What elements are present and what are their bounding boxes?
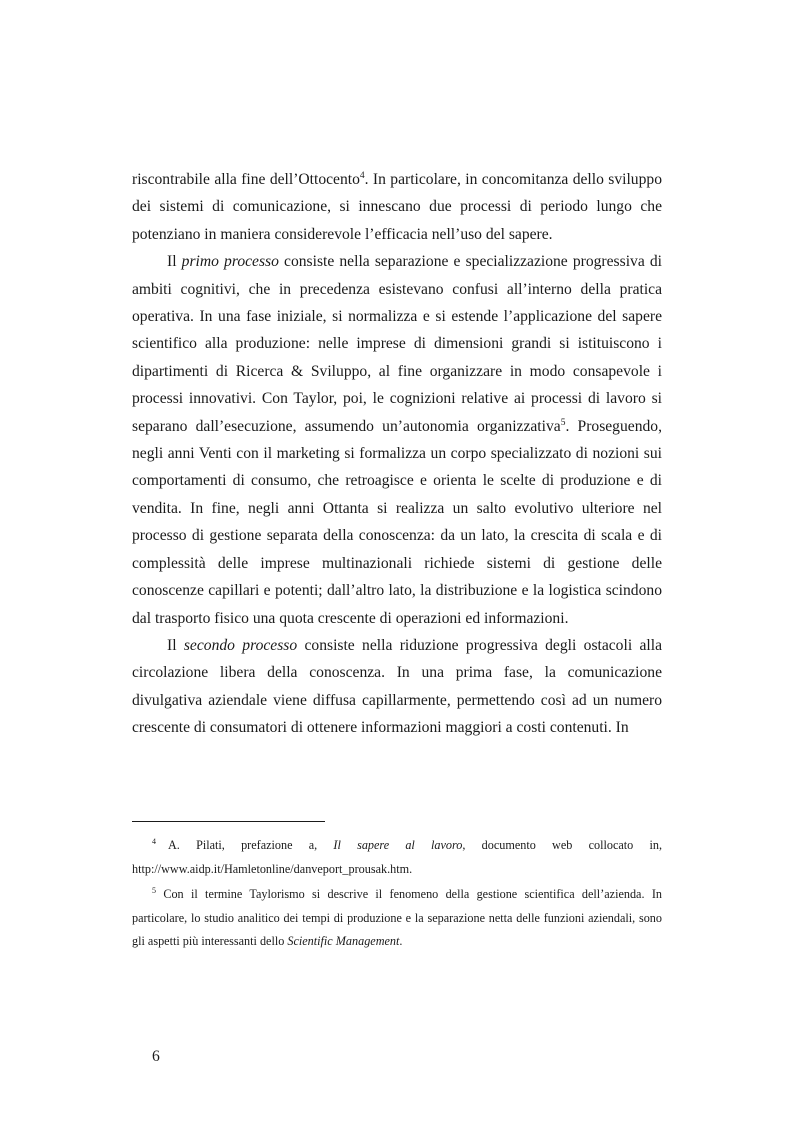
page-number: 6 [152, 1048, 160, 1065]
paragraph-2-text-a: Il [167, 253, 182, 271]
paragraph-2-emphasis: primo processo [181, 253, 279, 271]
paragraph-2-text-c: . Proseguendo, negli anni Venti con il marketing si formalizza un corpo specializzato di nozioni sui comportamenti di consumo, che retroagisce e orienta le scelte di produzione e di vendita. In fine, negli anni Ottanta si realizza un salto evolutivo ulteriore nel processo di gestione separata della conoscenza: da un lato, la crescita di scala e di complessità delle imprese multinazionali richiede sistemi di gestione delle conoscenze capillari e potenti; dall’altro lato, la distribuzione e la logistica scindono dal trasporto fisico una quota crescente di operazioni ed informazioni. [132, 417, 662, 627]
footnote-5-emphasis: Scientific Management [287, 934, 400, 948]
paragraph-3-emphasis: secondo processo [183, 636, 298, 654]
paragraph-3 [132, 632, 662, 742]
footnote-4-text-a: A. Pilati, prefazione a, [168, 838, 334, 852]
footnote-separator [132, 821, 325, 822]
footnote-4 [132, 834, 662, 881]
paragraph-1-text-a: riscontrabile alla fine dell’Ottocento [132, 171, 360, 188]
footnote-4-text-b: , documento web collocato in, http://www.aidp.it/Hamletonline/danveport_prousak.htm. [132, 838, 662, 876]
footnotes [132, 834, 662, 956]
paragraph-3-text-b: consiste nella riduzione progressiva degli ostacoli alla circolazione libera della conoscenza. In una prima fase, la comunicazione divulgativa aziendale viene diffusa capillarmente, permettendo così ad un numero crescente di consumatori di ottenere informazioni maggiori a costi contenuti. In [132, 636, 662, 737]
footnote-5 [132, 883, 662, 954]
footnote-5-text-b: . [399, 934, 403, 948]
paragraph-2 [132, 248, 662, 632]
body-text [132, 166, 662, 742]
footnote-5-text-a: Con il termine Taylorismo si descrive il fenomeno della gestione scientifica dell’azienda. In particolare, lo studio analitico dei tempi di produzione e la separazione netta delle funzioni aziendali, sono gli aspetti più interessanti dello [132, 887, 662, 948]
footnote-ref-4: 4 [359, 171, 365, 181]
paragraph-3-text-a: Il [167, 636, 184, 654]
paragraph-1-text-b: . In particolare, in concomitanza dello sviluppo dei sistemi di comunicazione, si innescano due processi di periodo lungo che potenziano in maniera considerevole l’efficacia nell’uso del sapere. [132, 171, 662, 243]
footnote-5-number: 5 [152, 886, 156, 895]
footnote-4-number: 4 [152, 837, 156, 846]
paragraph-2-text-b: consiste nella separazione e specializzazione progressiva di ambiti cognitivi, che in precedenza esistevano confusi all’interno della pratica operativa. In una fase iniziale, si normalizza e si estende l’applicazione del sapere scientifico alla produzione: nelle imprese di dimensioni grandi si istituiscono i dipartimenti di Ricerca & Sviluppo, al fine organizzare in modo consapevole i processi innovativi. Con Taylor, poi, le cognizioni relative ai processi di lavoro si separano dall’esecuzione, assumendo un’autonomia organizzativa [132, 253, 662, 435]
paragraph-1 [132, 166, 662, 248]
footnote-ref-5: 5 [560, 417, 566, 428]
footnote-4-title: Il sapere al lavoro [333, 838, 463, 852]
